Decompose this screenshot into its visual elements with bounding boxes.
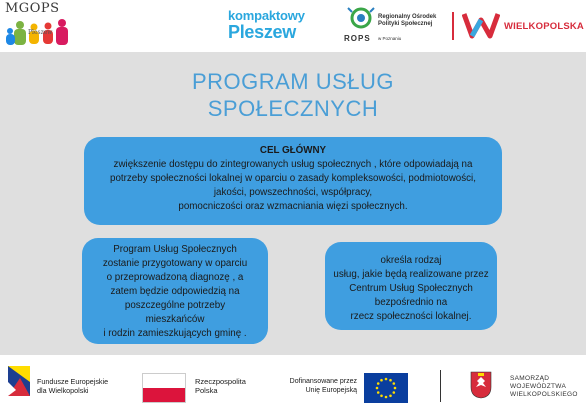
page-title [0,68,586,122]
rops-logo [342,6,452,46]
title-line-2: SPOŁECZNYCH [207,96,379,121]
wielkopolska-crest-icon [470,371,492,399]
kompaktowy-pleszew-logo [228,8,328,42]
services-scope-box [325,242,497,330]
european-funds-icon [6,364,34,398]
kompaktowy-text: kompaktowy [228,8,305,23]
program-line: mieszkańców [145,314,205,325]
pleszew-text: Pleszew [228,22,296,42]
poland-line-2: Polska [195,386,218,395]
regional-line-2: WOJEWÓDZTWA [510,383,567,390]
rops-emblem-icon [344,6,378,34]
footer-divider [440,370,441,402]
header-bar [0,0,586,52]
european-funds-line-2: dla Wielkopolski [37,386,89,395]
program-line: zostanie przygotowany w oparciu [102,258,248,269]
mgops-logo [2,1,76,51]
scope-line: określa rodzaj [380,255,442,266]
wielkopolska-text: WIELKOPOLSKA [504,21,584,32]
main-goal-line: pomocniczości oraz wzmacniania więzi społecznych. [178,201,408,212]
program-line: Program Usług Społecznych [113,244,237,255]
program-line: i rodzin zamieszkujących gminę . [103,328,247,339]
european-funds-line-1: Fundusze Europejskie [37,377,109,386]
eu-line-2: Unię Europejską [305,387,357,394]
mgops-town: Pleszew [28,29,53,36]
scope-line: bezpośrednio na [374,297,448,308]
main-goal-line: potrzeby społeczności lokalnej w oparciu o zasady kompleksowości, podmiotowości, [110,173,476,184]
wielkopolska-logo [462,10,584,42]
main-goal-box [84,137,502,225]
eu-cofunded-label [273,377,357,395]
rops-city: w Poznaniu [378,36,402,41]
poland-line-1: Rzeczpospolita [195,377,246,386]
title-line-1: PROGRAM USŁUG [191,69,395,94]
program-line: poszczególne potrzeby [124,300,226,311]
program-line: zatem będzie odpowiedzią na [110,286,240,297]
eu-flag-icon [364,373,408,403]
regional-government-label [510,375,578,399]
mgops-name: MGOPS [5,1,60,16]
program-description-box [82,238,268,344]
header-divider [452,12,454,40]
program-line: o przeprowadzoną diagnozę , a [106,272,244,283]
funding-footer [0,355,586,414]
scope-line: rzecz społeczności lokalnej. [350,311,472,322]
rops-name: Regionalny Ośrodek Polityki Społecznej [378,14,437,27]
scope-line: usług, jakie będą realizowane przez [333,269,489,280]
regional-line-3: WIELKOPOLSKIEGO [510,391,578,398]
main-goal-line: zwiększenie dostępu do zintegrowanych usług społecznych , które odpowiadają na [113,159,473,170]
regional-line-1: SAMORZĄD [510,375,550,382]
main-goal-heading: CEL GŁÓWNY [259,145,327,156]
european-funds-label [37,377,108,395]
eu-line-1: Dofinansowane przez [289,378,357,385]
main-goal-line: jakości, powszechności, współpracy, [213,187,373,198]
rops-acronym: ROPS [344,34,371,43]
poland-label [195,377,246,395]
poland-flag-icon [142,373,186,403]
wielkopolska-w-icon [462,10,500,40]
scope-line: Centrum Usług Społecznych [349,283,473,294]
